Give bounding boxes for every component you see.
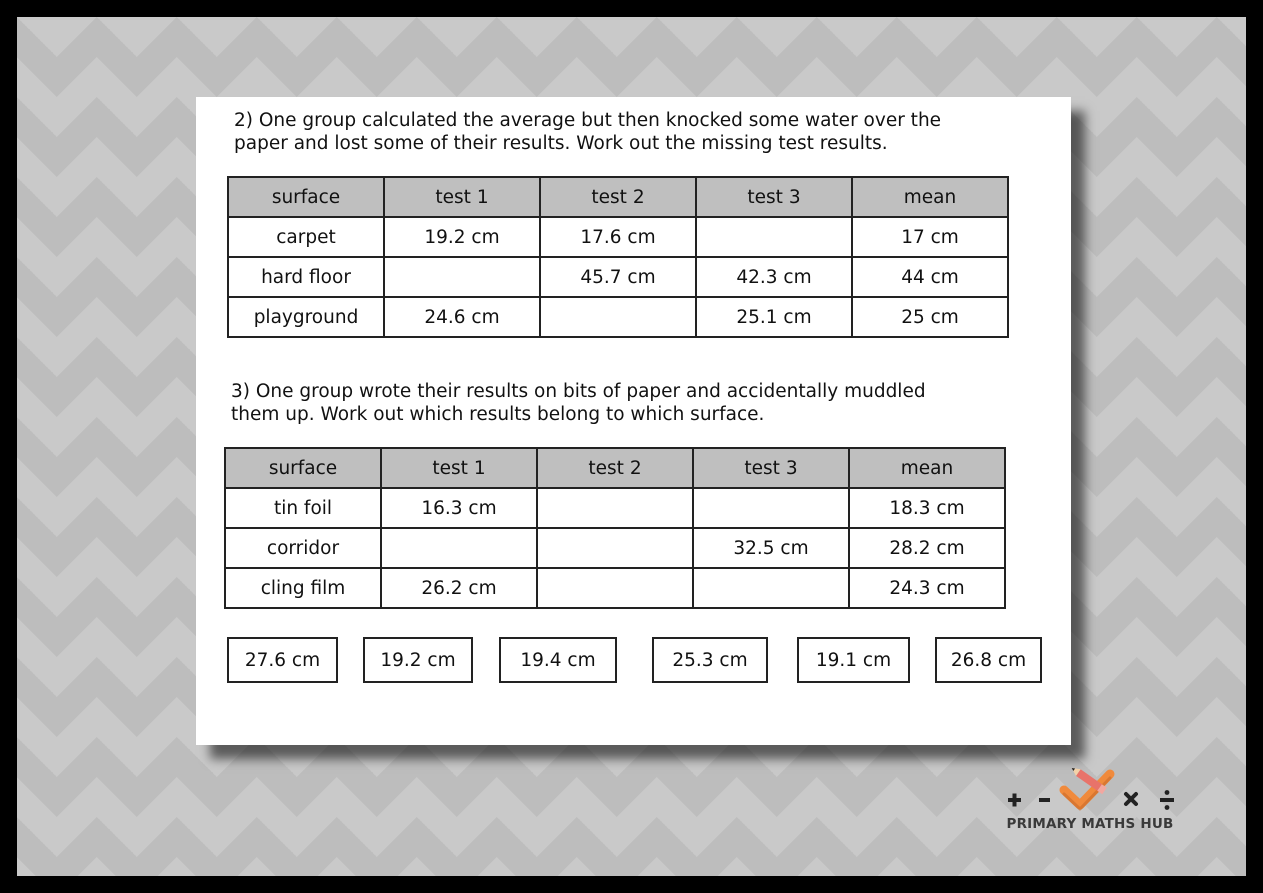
cell-mean: 44 cm [852,257,1008,297]
cell-surface: corridor [225,528,381,568]
table-row [225,568,1005,608]
worksheet [196,97,1071,745]
cell-test-1 [384,257,540,297]
table-row [228,297,1008,337]
cell-test-2 [537,488,693,528]
header-mean: mean [852,177,1008,217]
cell-test-3 [693,568,849,608]
cell-mean: 17 cm [852,217,1008,257]
chevron-background [17,17,1246,876]
result-card: 27.6 cm [227,637,338,683]
result-card: 19.4 cm [499,637,617,683]
cell-test-2 [537,528,693,568]
table-row [225,528,1005,568]
cell-test-3 [693,488,849,528]
header-test-1: test 1 [384,177,540,217]
cell-test-1: 26.2 cm [381,568,537,608]
cell-mean: 24.3 cm [849,568,1005,608]
checkmark-pencil-maths-symbols-icon [990,762,1190,818]
cell-test-3: 42.3 cm [696,257,852,297]
cell-surface: tin foil [225,488,381,528]
header-mean: mean [849,448,1005,488]
cell-surface: cling film [225,568,381,608]
question-3-text: 3) One group wrote their results on bits of paper and accidentally muddled them up. Work out which results belong to which surface. [231,381,926,425]
logo-wordmark: PRIMARY MATHS HUB [1006,816,1174,832]
header-surface: surface [228,177,384,217]
result-card: 25.3 cm [652,637,768,683]
cell-test-2: 17.6 cm [540,217,696,257]
header-test-1: test 1 [381,448,537,488]
header-test-2: test 2 [537,448,693,488]
cell-test-3 [696,217,852,257]
table-header-row [228,177,1008,217]
cell-test-2 [537,568,693,608]
result-card: 26.8 cm [935,637,1042,683]
results-table-q3 [224,447,1006,609]
header-surface: surface [225,448,381,488]
cell-test-1 [381,528,537,568]
cell-mean: 28.2 cm [849,528,1005,568]
cell-test-1: 24.6 cm [384,297,540,337]
cell-test-2: 45.7 cm [540,257,696,297]
table-row [228,217,1008,257]
cell-mean: 18.3 cm [849,488,1005,528]
cell-surface: hard floor [228,257,384,297]
cell-test-2 [540,297,696,337]
cell-test-3: 25.1 cm [696,297,852,337]
results-table-q2 [227,176,1009,338]
cell-surface: playground [228,297,384,337]
header-test-3: test 3 [693,448,849,488]
result-card: 19.2 cm [363,637,473,683]
table-header-row [225,448,1005,488]
primary-maths-hub-logo [990,762,1190,834]
cell-test-1: 19.2 cm [384,217,540,257]
table-row [225,488,1005,528]
cell-mean: 25 cm [852,297,1008,337]
question-2-text: 2) One group calculated the average but then knocked some water over the paper and lost some of their results. Work out the missing test results. [234,110,942,154]
cell-test-1: 16.3 cm [381,488,537,528]
header-test-3: test 3 [696,177,852,217]
table-row [228,257,1008,297]
header-test-2: test 2 [540,177,696,217]
cell-test-3: 32.5 cm [693,528,849,568]
cell-surface: carpet [228,217,384,257]
result-card: 19.1 cm [797,637,910,683]
